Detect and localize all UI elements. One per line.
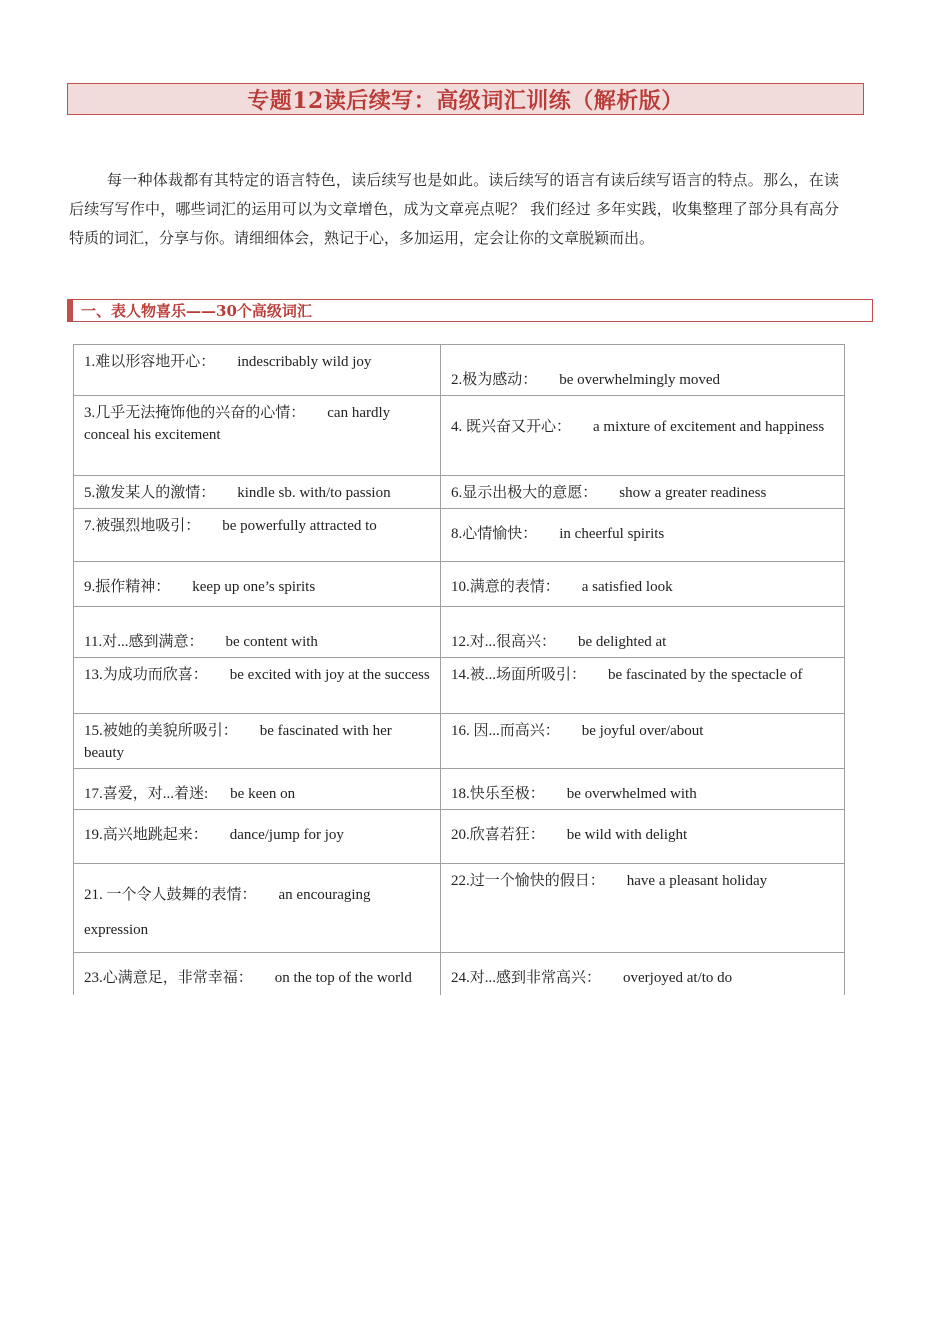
intro-paragraph: 每一种体裁都有其特定的语言特色，读后续写也是如此。读后续写的语言有读后续写语言的特点。那么，在读后续写写作中，哪些词汇的运用可以为文章增色，成为文章亮点呢？ 我们经过 多年实践，收集整理了部分具有高分特质的词汇，分享与你。请细细体会，熟记于心，多加运用，定会让你的文章脱颖而出。 xyxy=(69,171,839,247)
vocab-en: a mixture of excitement and happiness xyxy=(593,419,825,435)
vocab-en: can hardly conceal his excitement xyxy=(84,405,391,443)
vocab-cn: 1.难以形容地开心： xyxy=(84,354,216,370)
vocab-cell xyxy=(441,810,845,864)
vocab-cell xyxy=(441,658,845,714)
vocab-cn: 11.对...感到满意： xyxy=(84,634,204,650)
vocab-cell xyxy=(441,607,845,658)
vocab-cell xyxy=(74,864,441,953)
vocab-en: be overwhelmed with xyxy=(566,786,697,802)
vocab-cn: 19.高兴地跳起来： xyxy=(84,827,208,843)
vocab-en: an encouraging expression xyxy=(84,887,371,938)
table-row xyxy=(74,345,845,396)
table-row xyxy=(74,396,845,476)
vocab-cell xyxy=(441,769,845,810)
vocab-en: be keen on xyxy=(230,786,296,802)
vocab-en: be powerfully attracted to xyxy=(222,518,377,534)
vocab-cell xyxy=(441,509,845,562)
document-title: 专题12读后续写：高级词汇训练（解析版） xyxy=(247,87,684,114)
vocab-en: in cheerful spirits xyxy=(559,526,665,542)
vocab-en: be fascinated by the spectacle of xyxy=(608,667,803,683)
vocab-cn: 5.激发某人的激情： xyxy=(84,485,216,501)
vocab-en: show a greater readiness xyxy=(619,485,767,501)
vocab-cn: 24.对...感到非常高兴： xyxy=(451,970,602,986)
vocab-en: be content with xyxy=(225,634,318,650)
vocab-cell xyxy=(441,864,845,953)
vocab-cell xyxy=(441,396,845,476)
intro-paragraph-block xyxy=(69,166,839,253)
vocab-en: keep up one’s spirits xyxy=(192,579,316,595)
vocab-cell xyxy=(74,607,441,658)
vocab-cn: 7.被强烈地吸引： xyxy=(84,518,201,534)
vocab-en: a satisfied look xyxy=(581,579,673,595)
vocab-cn: 18.快乐至极： xyxy=(451,786,545,802)
vocab-cell xyxy=(441,345,845,396)
vocab-cn: 9.振作精神： xyxy=(84,579,171,595)
table-row xyxy=(74,476,845,509)
vocab-cn: 17.喜爱，对...着迷: xyxy=(84,786,209,802)
vocab-cell xyxy=(441,953,845,995)
vocab-cn: 16. 因...而高兴： xyxy=(451,723,560,739)
vocab-cell xyxy=(74,562,441,607)
vocab-cn: 14.被...场面所吸引： xyxy=(451,667,587,683)
vocab-cn: 4. 既兴奋又开心： xyxy=(451,419,572,435)
vocab-en: be joyful over/about xyxy=(581,723,704,739)
vocab-cell xyxy=(74,769,441,810)
vocab-en: indescribably wild joy xyxy=(237,354,372,370)
vocab-cn: 6.显示出极大的意愿： xyxy=(451,485,598,501)
vocab-cell xyxy=(74,509,441,562)
vocab-cn: 20.欣喜若狂： xyxy=(451,827,545,843)
vocab-cell xyxy=(74,476,441,509)
vocab-cn: 8.心情愉快： xyxy=(451,526,538,542)
vocab-cn: 3.几乎无法掩饰他的兴奋的心情： xyxy=(84,405,306,421)
table-row xyxy=(74,953,845,995)
vocab-cn: 21. 一个令人鼓舞的表情： xyxy=(84,887,257,903)
vocab-cn: 12.对...很高兴： xyxy=(451,634,557,650)
vocab-cell xyxy=(74,396,441,476)
table-row xyxy=(74,658,845,714)
vocab-en: kindle sb. with/to passion xyxy=(237,485,391,501)
table-row xyxy=(74,607,845,658)
table-row xyxy=(74,810,845,864)
vocab-en: be overwhelmingly moved xyxy=(559,372,721,388)
vocab-cell xyxy=(441,562,845,607)
vocab-table xyxy=(73,344,845,995)
table-row xyxy=(74,562,845,607)
vocab-cell xyxy=(74,714,441,769)
vocab-cn: 10.满意的表情： xyxy=(451,579,560,595)
vocab-cn: 2.极为感动： xyxy=(451,372,538,388)
table-row xyxy=(74,769,845,810)
vocab-en: have a pleasant holiday xyxy=(626,873,768,889)
vocab-en: be fascinated with her beauty xyxy=(84,723,392,761)
vocab-cell xyxy=(74,658,441,714)
section-heading-box xyxy=(67,299,873,322)
section-heading: 一、表人物喜乐——30个高级词汇 xyxy=(81,302,312,320)
vocab-en: be wild with delight xyxy=(566,827,688,843)
vocab-cell xyxy=(74,810,441,864)
vocab-en: be excited with joy at the success xyxy=(229,667,430,683)
vocab-cn: 15.被她的美貌所吸引： xyxy=(84,723,238,739)
vocab-en: on the top of the world xyxy=(274,970,412,986)
vocab-cn: 23.心满意足，非常幸福： xyxy=(84,970,253,986)
vocab-en: dance/jump for joy xyxy=(229,827,344,843)
table-row xyxy=(74,509,845,562)
vocab-cell xyxy=(441,714,845,769)
table-row xyxy=(74,864,845,953)
vocab-cell xyxy=(441,476,845,509)
vocab-cell xyxy=(74,953,441,995)
vocab-en: be delighted at xyxy=(578,634,667,650)
table-row xyxy=(74,714,845,769)
vocab-en: overjoyed at/to do xyxy=(623,970,733,986)
vocab-cn: 13.为成功而欣喜： xyxy=(84,667,208,683)
vocab-cell xyxy=(74,345,441,396)
vocab-cn: 22.过一个愉快的假日： xyxy=(451,873,605,889)
document-title-box xyxy=(67,83,864,115)
